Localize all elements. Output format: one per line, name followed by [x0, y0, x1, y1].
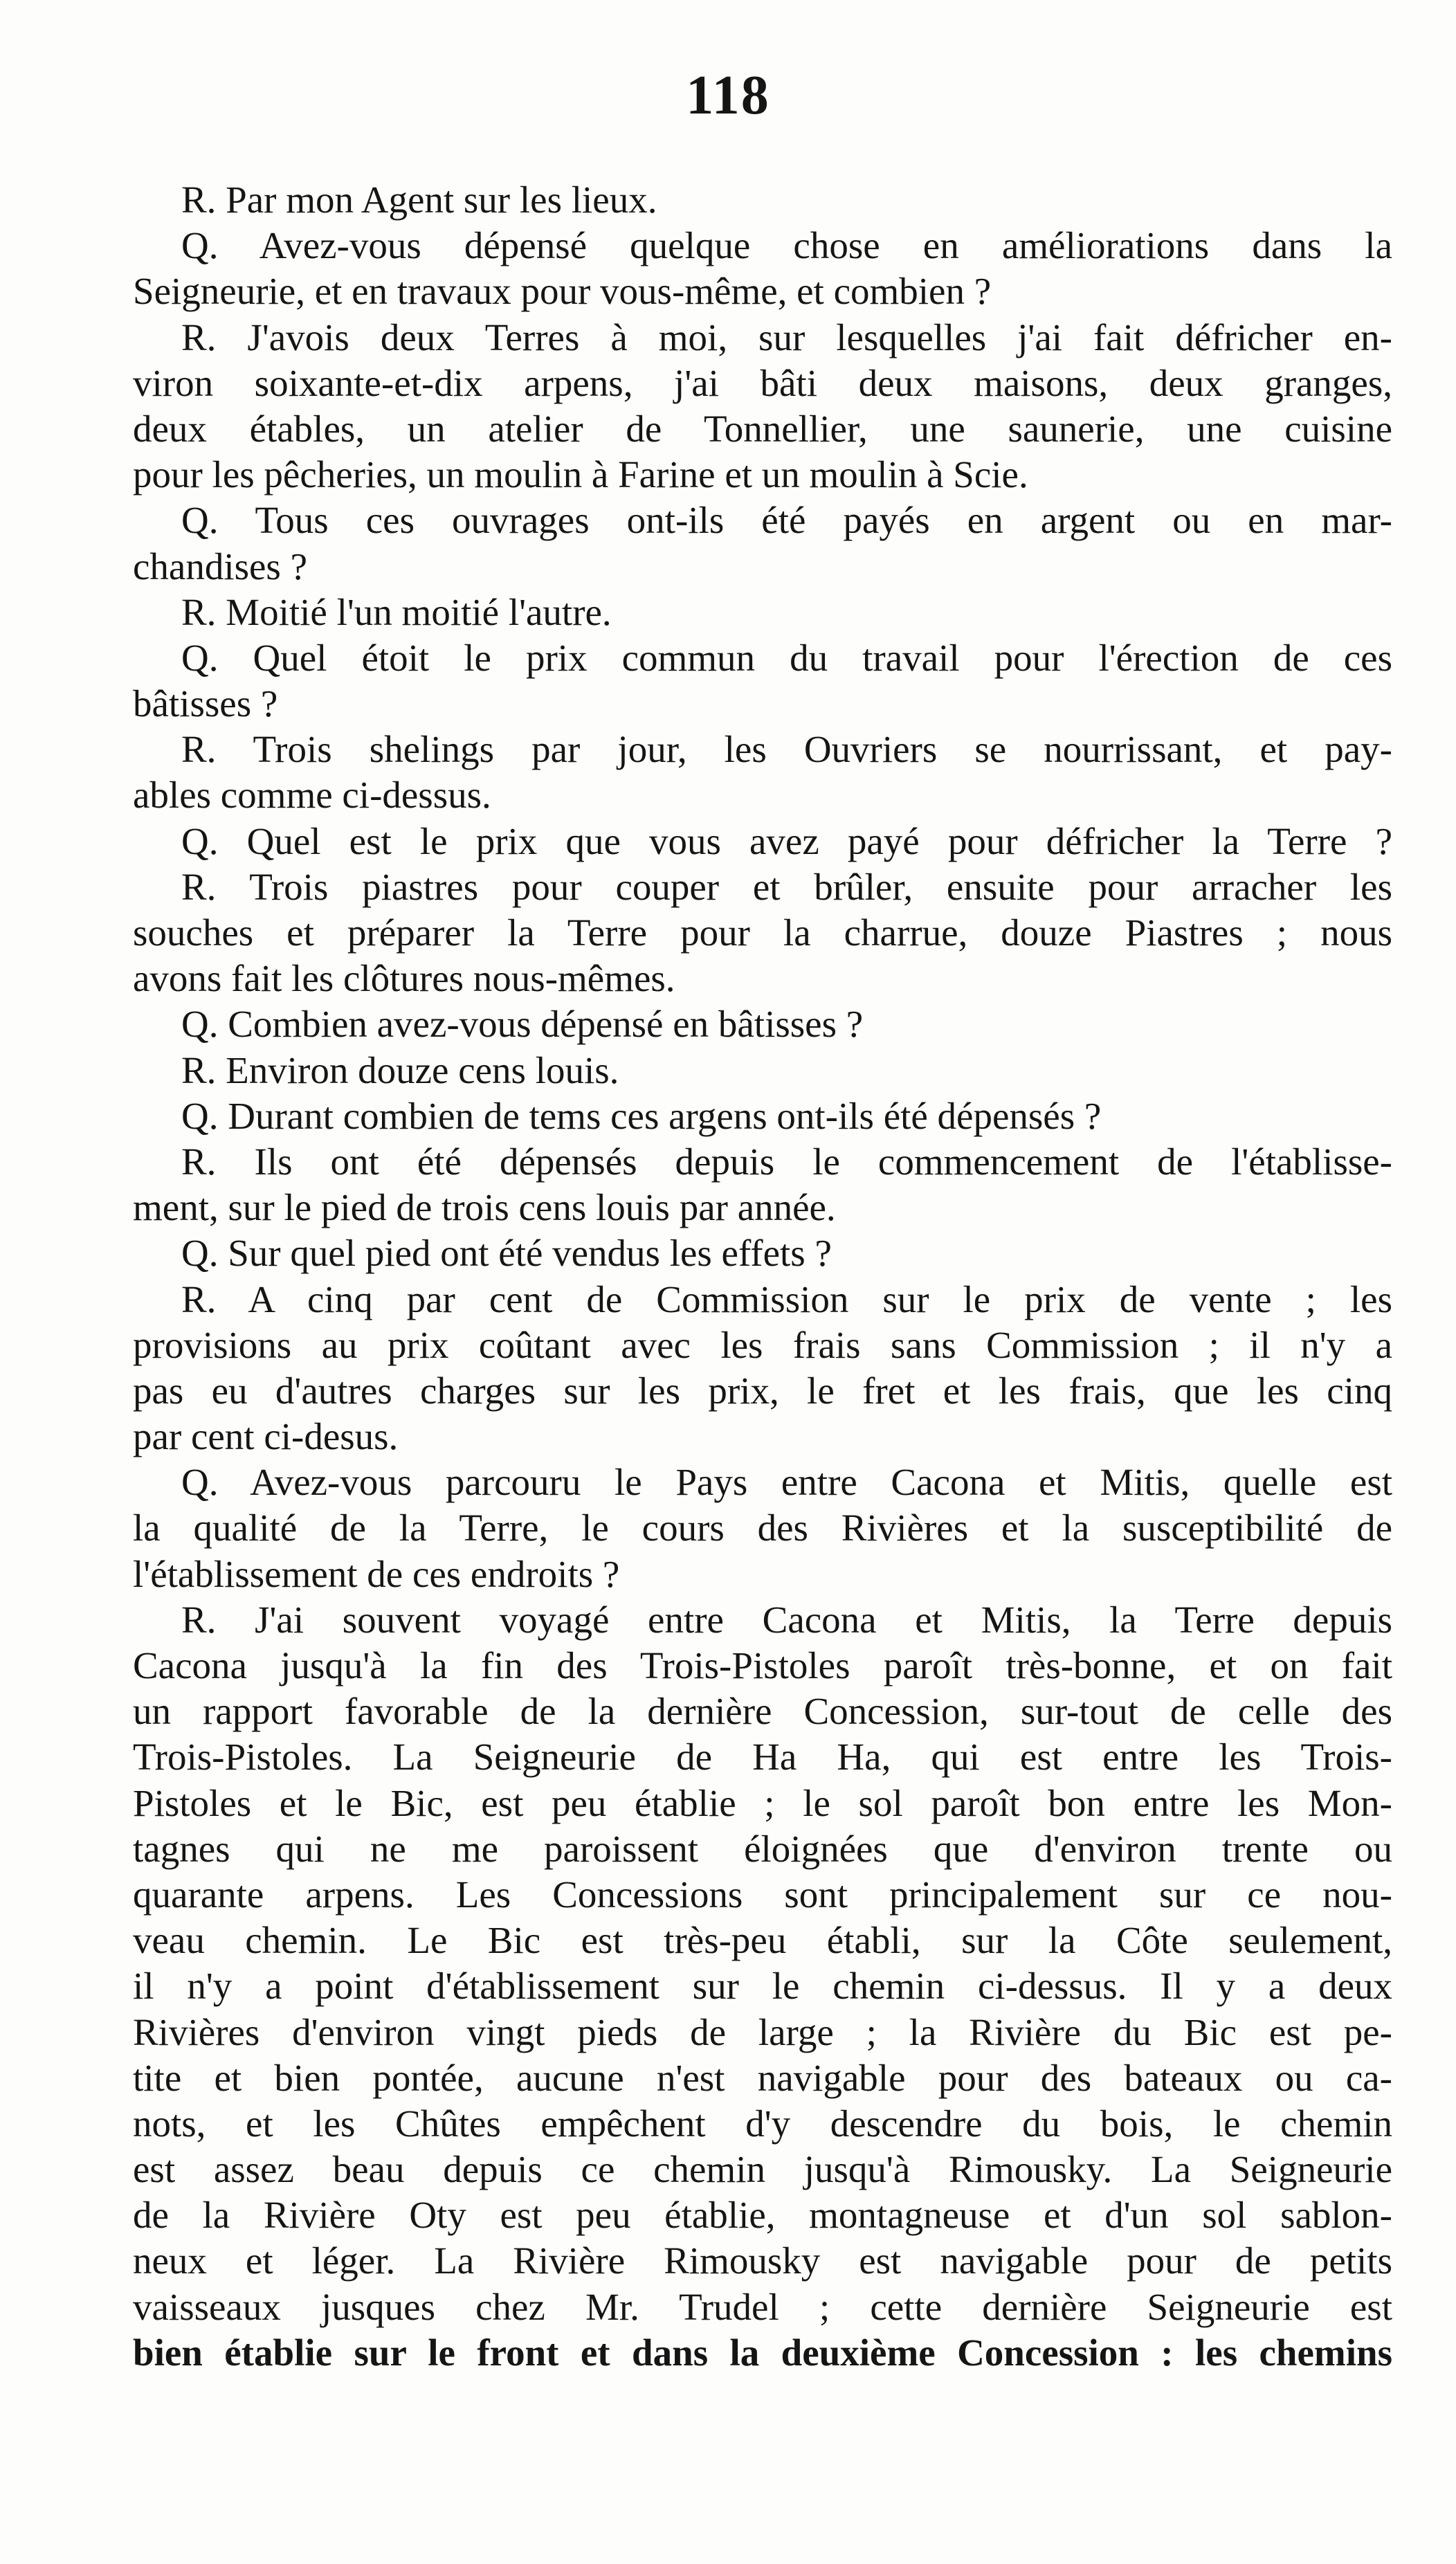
text-line: R. J'ai souvent voyagé entre Cacona et Mitis, la Terre depuis [181, 1598, 1392, 1641]
text-line: par cent ci-desus. [133, 1415, 399, 1458]
text-line: Trois-Pistoles. La Seigneurie de Ha Ha, qui est entre les Trois- [133, 1736, 1392, 1779]
text-line: provisions au prix coûtant avec les frais sans Commission ; il n'y a [133, 1323, 1392, 1366]
text-line: deux étables, un atelier de Tonnellier, une saunerie, une cuisine [133, 407, 1392, 450]
text-line: Q. Durant combien de tems ces argens ont-ils été dépensés ? [181, 1094, 1102, 1137]
text-line: Rivières d'environ vingt pieds de large ; la Rivière du Bic est pe- [133, 2010, 1392, 2053]
text-line: Q. Sur quel pied ont été vendus les effets ? [181, 1232, 832, 1275]
text-line: nots, et les Chûtes empêchent d'y descendre du bois, le chemin [133, 2102, 1392, 2145]
text-line: un rapport favorable de la dernière Concession, sur-tout de celle des [133, 1690, 1392, 1733]
text-line: Q. Quel étoit le prix commun du travail pour l'érection de ces [181, 636, 1392, 679]
text-line: neux et léger. La Rivière Rimousky est navigable pour de petits [133, 2239, 1392, 2282]
text-line: vaisseaux jusques chez Mr. Trudel ; cette dernière Seigneurie est [133, 2285, 1392, 2328]
text-line: R. Trois piastres pour couper et brûler, ensuite pour arracher les [181, 865, 1392, 908]
text-line: bien établie sur le front et dans la deuxième Concession : les chemins [133, 2331, 1392, 2374]
page-number: 118 [686, 65, 770, 126]
text-line: Seigneurie, et en travaux pour vous-même, et combien ? [133, 270, 992, 313]
text-line: R. A cinq par cent de Commission sur le prix de vente ; les [181, 1278, 1392, 1320]
text-line: Cacona jusqu'à la fin des Trois-Pistoles paroît très-bonne, et on fait [133, 1644, 1392, 1686]
text-line: Pistoles et le Bic, est peu établie ; le sol paroît bon entre les Mon- [133, 1781, 1392, 1824]
text-line: R. Par mon Agent sur les lieux. [181, 179, 657, 221]
text-line: tagnes qui ne me paroissent éloignées que d'environ trente ou [133, 1827, 1392, 1870]
body-text [133, 177, 1392, 2376]
text-line: souches et préparer la Terre pour la charrue, douze Piastres ; nous [133, 911, 1392, 954]
text-line: chandises ? [133, 545, 307, 588]
text-line: ment, sur le pied de trois cens louis par année. [133, 1186, 836, 1229]
text-line: Q. Quel est le prix que vous avez payé pour défricher la Terre ? [181, 819, 1392, 862]
text-line: R. Environ douze cens louis. [181, 1048, 619, 1091]
text-line: pour les pêcheries, un moulin à Farine et un moulin à Scie. [133, 453, 1028, 496]
text-line: Q. Avez-vous dépensé quelque chose en améliorations dans la [181, 224, 1392, 267]
text-line: R. Moitié l'un moitié l'autre. [181, 590, 612, 633]
text-line: Q. Tous ces ouvrages ont-ils été payés en argent ou en mar- [181, 499, 1392, 542]
text-line: ables comme ci-dessus. [133, 774, 491, 817]
text-line: pas eu d'autres charges sur les prix, le fret et les frais, que les cinq [133, 1369, 1392, 1412]
text-line: bâtisses ? [133, 682, 278, 725]
text-line: Q. Avez-vous parcouru le Pays entre Cacona et Mitis, quelle est [181, 1461, 1392, 1504]
text-line: quarante arpens. Les Concessions sont principalement sur ce nou- [133, 1873, 1392, 1916]
text-line: Q. Combien avez-vous dépensé en bâtisses ? [181, 1003, 864, 1046]
text-line: la qualité de la Terre, le cours des Rivières et la susceptibilité de [133, 1507, 1392, 1549]
text-line: R. J'avois deux Terres à moi, sur lesquelles j'ai fait défricher en- [181, 316, 1392, 358]
text-line: de la Rivière Oty est peu établie, montagneuse et d'un sol sablon- [133, 2194, 1392, 2237]
text-line: tite et bien pontée, aucune n'est navigable pour des bateaux ou ca- [133, 2056, 1392, 2099]
text-line: R. Ils ont été dépensés depuis le commencement de l'établisse- [181, 1140, 1392, 1183]
text-line: est assez beau depuis ce chemin jusqu'à Rimousky. La Seigneurie [133, 2148, 1392, 2191]
text-line: viron soixante-et-dix arpens, j'ai bâti deux maisons, deux granges, [133, 361, 1392, 404]
text-line: il n'y a point d'établissement sur le chemin ci-dessus. Il y a deux [133, 1965, 1392, 2008]
text-line: veau chemin. Le Bic est très-peu établi, sur la Côte seulement, [133, 1919, 1392, 1962]
text-line: l'établissement de ces endroits ? [133, 1552, 620, 1595]
text-line: R. Trois shelings par jour, les Ouvriers se nourrissant, et pay- [181, 728, 1392, 771]
text-line: avons fait les clôtures nous-mêmes. [133, 957, 675, 1000]
